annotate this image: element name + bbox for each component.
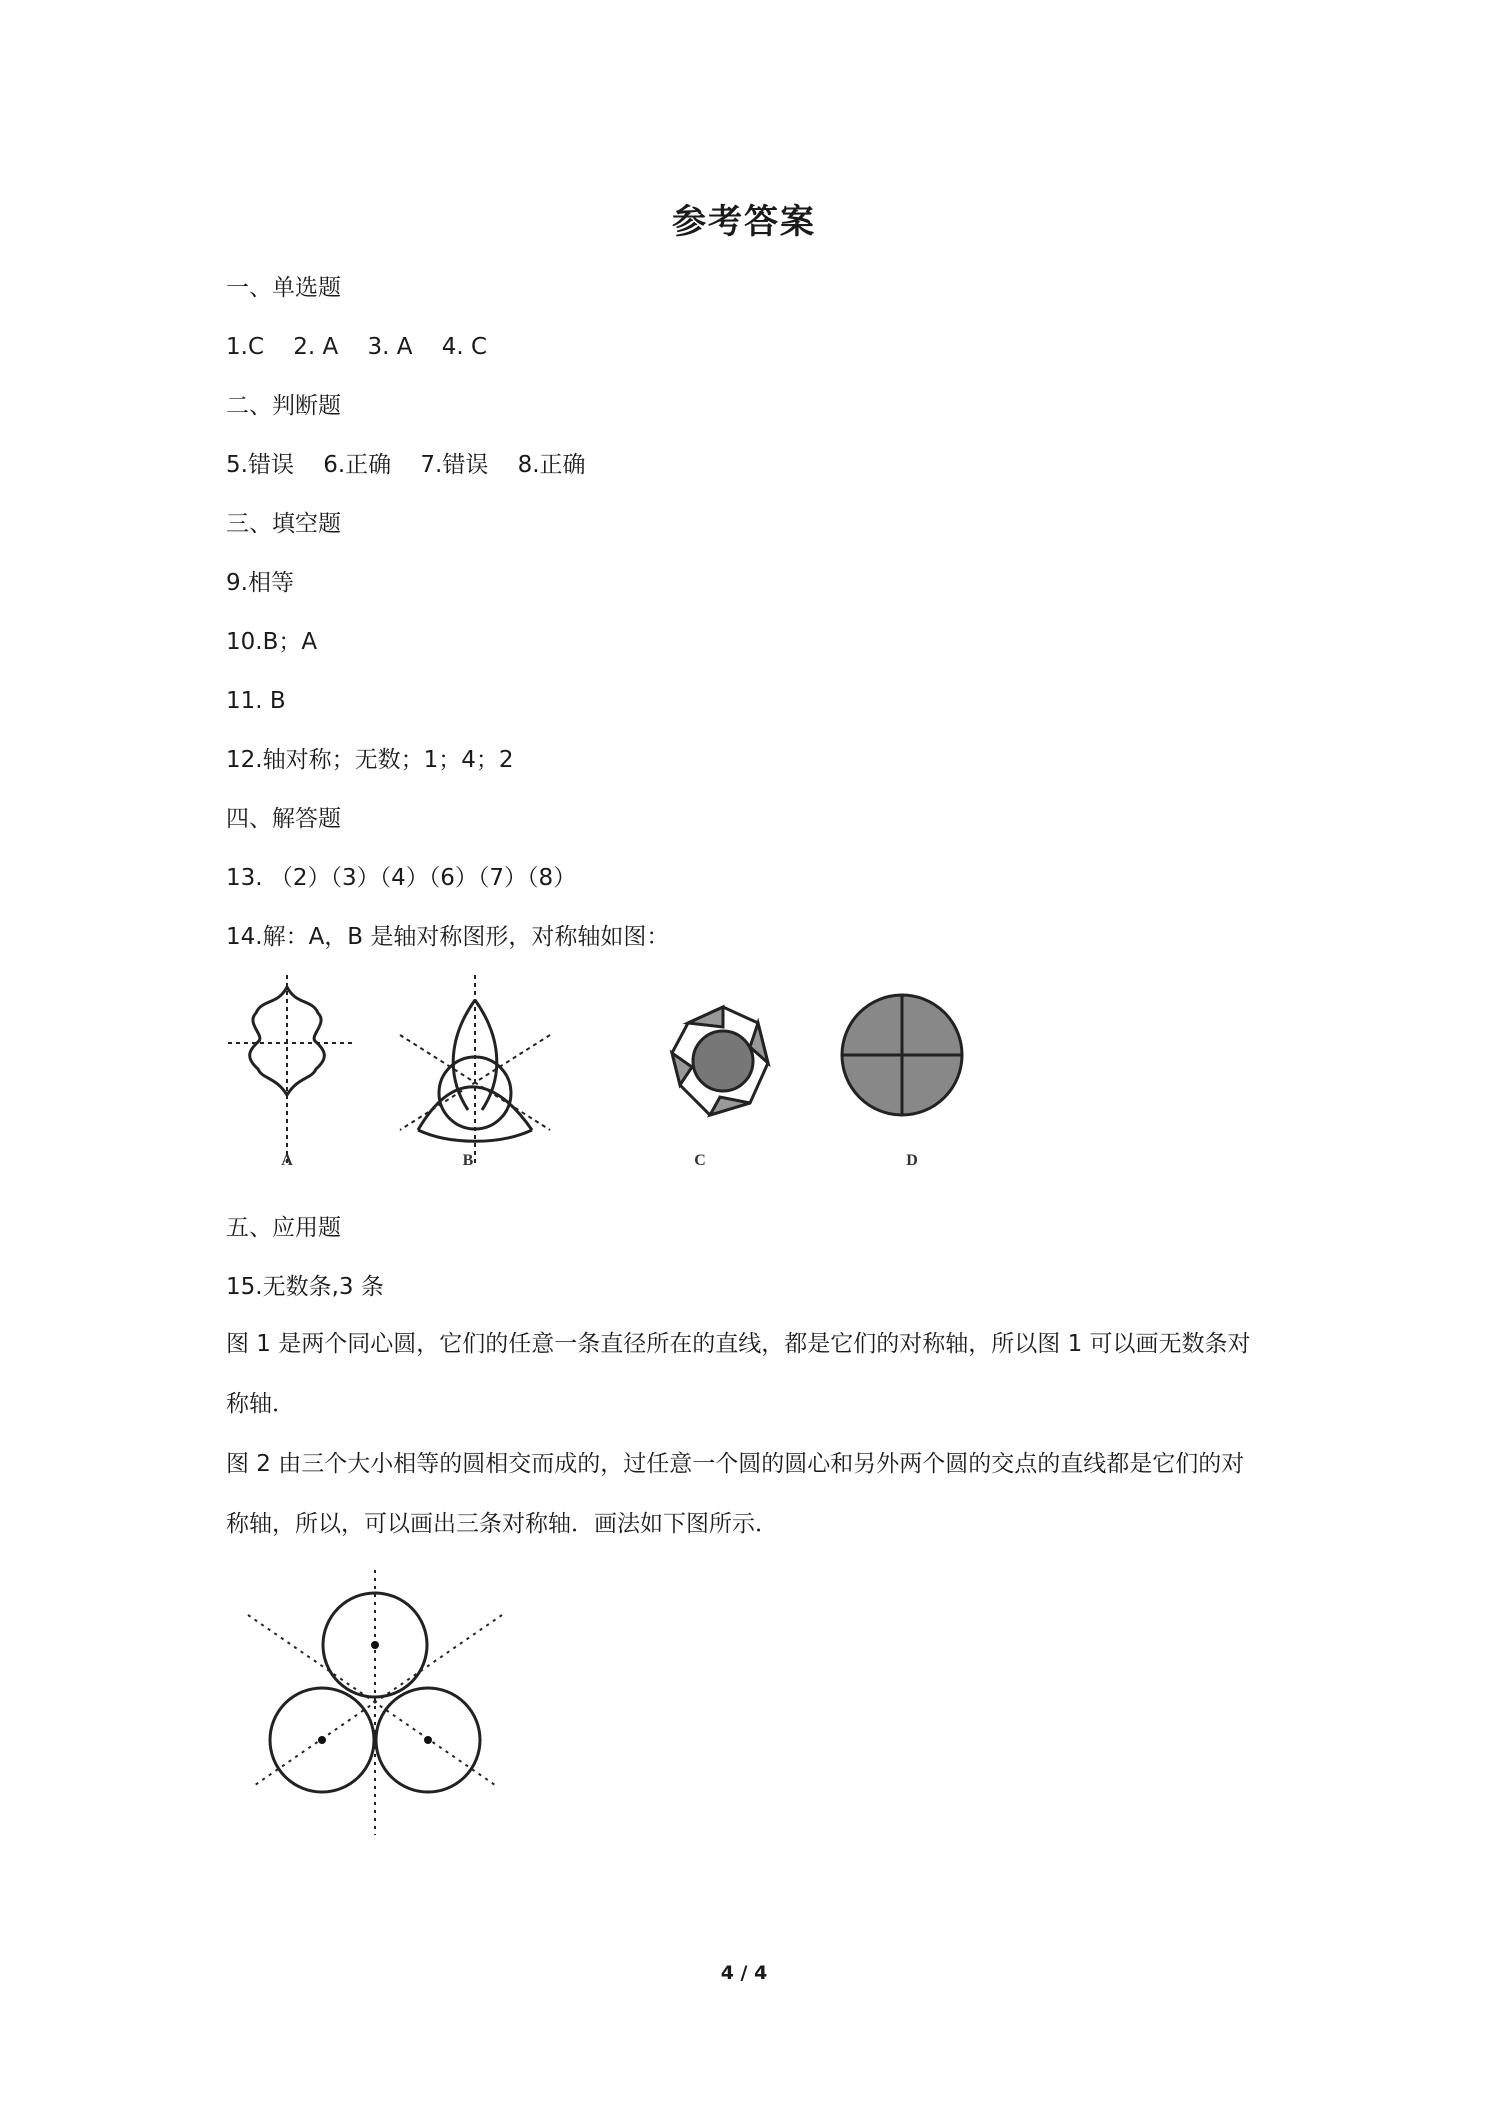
section-heading-fill-blank: 三、填空题 xyxy=(226,511,341,537)
explanation-figure-2: 图 2 由三个大小相等的圆相交而成的，过任意一个圆的圆心和另外两个圆的交点的直线都是它们的对称轴，所以，可以画出三条对称轴．画法如下图所示． xyxy=(226,1451,1245,1537)
center-dot-right xyxy=(424,1736,432,1744)
figure-label-d: D xyxy=(906,1152,918,1169)
answer-q9: 9.相等 xyxy=(226,570,294,596)
page-number: 4 / 4 xyxy=(720,1962,768,1984)
page-title: 参考答案 xyxy=(672,202,816,242)
answer-q15: 15.无数条,3 条 xyxy=(226,1274,384,1300)
figure-a xyxy=(228,975,356,1165)
section-heading-single-choice: 一、单选题 xyxy=(226,275,341,301)
figure-label-b: B xyxy=(462,1152,474,1169)
figure-d xyxy=(842,995,962,1115)
figure-label-c: C xyxy=(694,1152,706,1169)
answer-q11: 11. B xyxy=(226,688,286,714)
figure-c xyxy=(672,1007,768,1115)
section-heading-application: 五、应用题 xyxy=(226,1215,341,1241)
answer-q12: 12.轴对称；无数；1；4；2 xyxy=(226,747,514,773)
figure-b xyxy=(400,975,550,1165)
three-circles-figure xyxy=(240,1570,520,1840)
answer-q10: 10.B；A xyxy=(226,629,318,655)
section-heading-solutions: 四、解答题 xyxy=(226,806,341,832)
center-dot-left xyxy=(318,1736,326,1744)
symmetry-figures xyxy=(220,975,980,1175)
explanation-figure-1: 图 1 是两个同心圆，它们的任意一条直径所在的直线，都是它们的对称轴，所以图 1 可以画无数条对称轴． xyxy=(226,1331,1251,1417)
figure-label-a: A xyxy=(281,1152,293,1169)
answers-true-false: 5.错误 6.正确 7.错误 8.正确 xyxy=(226,452,586,478)
center-dot-top xyxy=(371,1641,379,1649)
answer-q14: 14.解：A，B 是轴对称图形，对称轴如图： xyxy=(226,924,670,950)
answer-q13: 13. （2）（3）（4）（6）（7）（8） xyxy=(226,865,577,891)
section-heading-true-false: 二、判断题 xyxy=(226,393,341,419)
answers-single-choice: 1.C 2. A 3. A 4. C xyxy=(226,334,488,360)
